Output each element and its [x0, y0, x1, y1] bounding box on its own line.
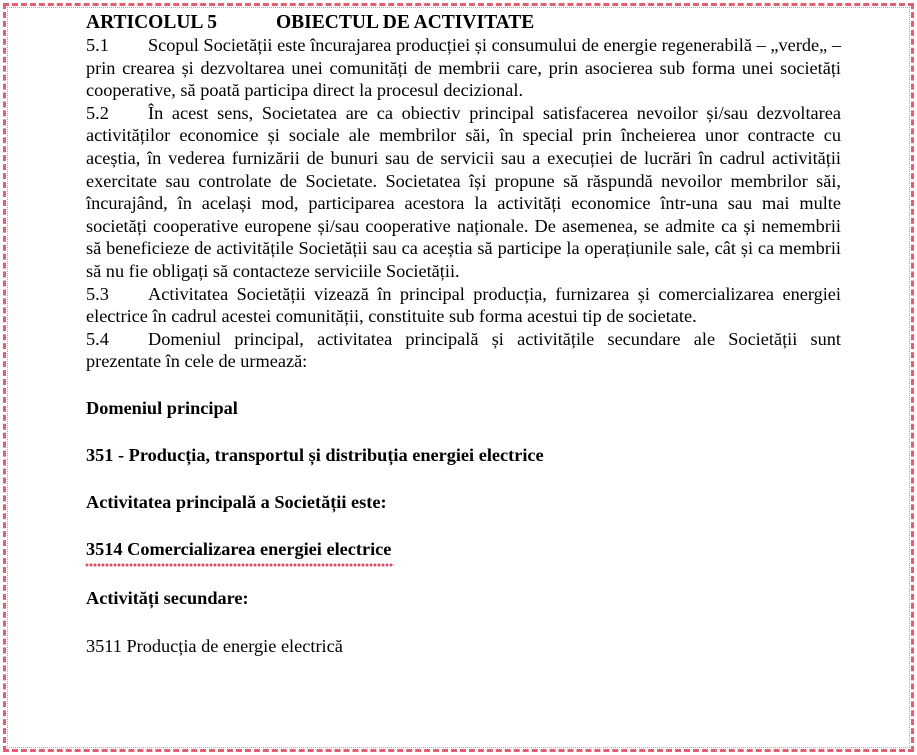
paragraph-number: 5.1 [86, 35, 109, 55]
paragraph-text: Domeniul principal, activitatea principală și activitățile secundare ale Societății sunt prezentate în cele de urmează: [86, 328, 841, 372]
paragraph-number: 5.3 [86, 283, 109, 304]
article-number: ARTICOLUL 5 [86, 12, 217, 33]
secondary-activity-item: 3511 Producția de energie electrică [86, 635, 343, 656]
main-activity-value: 3514 Comercializarea energiei electrice [86, 538, 392, 559]
domain-heading: Domeniul principal [86, 397, 238, 418]
paragraph-5-1 [86, 34, 841, 102]
paragraph-number: 5.2 [86, 102, 109, 123]
paragraph-text: Scopul Societății este încurajarea producției și consumului de energie regenerabilă – „verde„ – prin crearea și dezvoltarea unei comunități de membrii care, prin asocierea sub forma unei societăți cooperative, să poată participa direct la procesul decizional. [86, 35, 841, 101]
domain-value: 351 - Producția, transportul și distribuția energiei electrice [86, 444, 544, 465]
secondary-activities-heading: Activități secundare: [86, 587, 249, 608]
main-activity-heading: Activitatea principală a Societății este: [86, 491, 387, 512]
paragraph-text: Activitatea Societății vizează în principal producția, furnizarea și comercializarea energiei electrice în cadrul acestei comunității, constituite sub forma acestui tip de societate. [86, 283, 841, 327]
paragraph-text: În acest sens, Societatea are ca obiectiv principal satisfacerea nevoilor și/sau dezvoltarea activităților economice și sociale ale membrilor săi, în special prin încheierea unor contracte cu aceștia, în vederea furnizării de bunuri sau de servicii sau a execuției de lucrări în cadrul activității exercitate sau controlate de Societate. Societatea își propune să răspundă nevoilor membrilor săi, încurajând, în același mod, participarea acestora la activități economice într-una sau mai multe societăți cooperative europene și/sau cooperative naționale. De asemenea, se admite ca și nemembrii să beneficieze de activitățile Societății sau ca aceștia să participe la operațiunile sale, cât și ca membrii să nu fie obligați să contacteze serviciile Societății. [86, 102, 841, 281]
paragraph-5-2 [86, 102, 841, 283]
paragraph-5-3 [86, 283, 841, 328]
paragraph-5-4 [86, 328, 841, 373]
article-header [86, 12, 841, 34]
paragraph-number: 5.4 [86, 328, 109, 349]
article-title: OBIECTUL DE ACTIVITATE [276, 12, 535, 33]
document-page [86, 12, 841, 657]
